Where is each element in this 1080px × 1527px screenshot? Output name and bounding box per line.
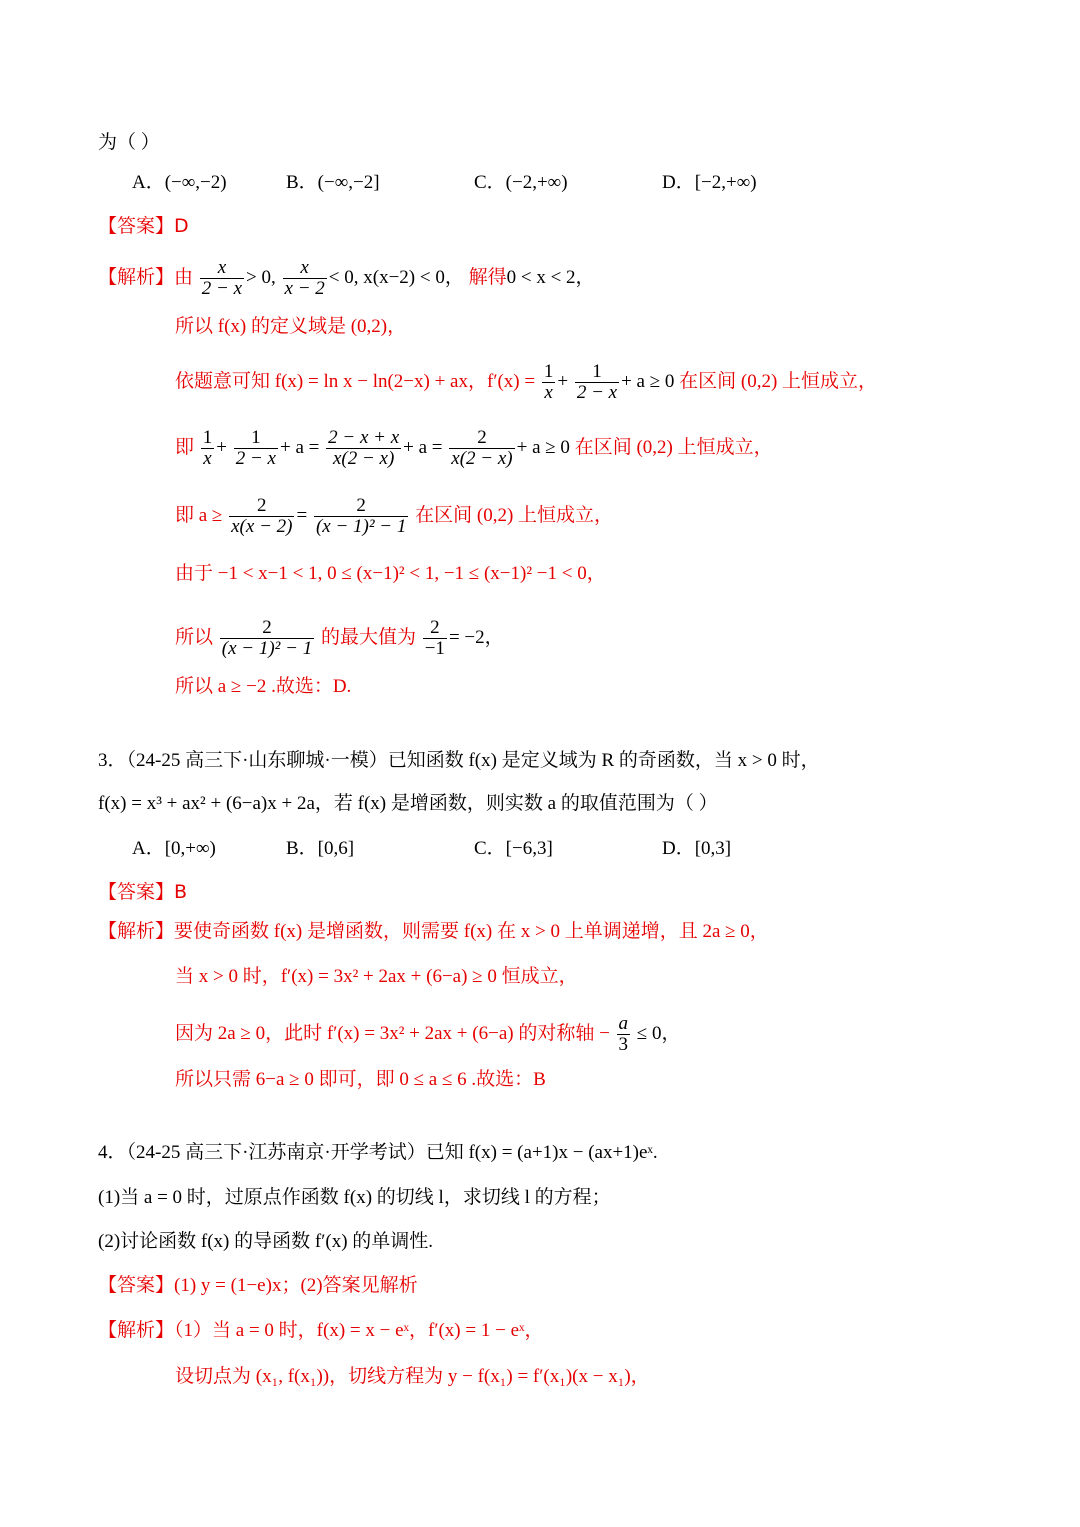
equals-sign: =	[296, 504, 308, 526]
math-text: 0 < x < 2，	[506, 266, 595, 288]
q2-analysis-line-6: 由于 −1 < x−1 < 1, 0 ≤ (x−1)² < 1, −1 ≤ (x−1)² −1 < 0，	[175, 563, 606, 584]
fraction-5	[201, 428, 215, 469]
text: （1）当 a = 0 时，f(x) = x − eˣ，f′(x) = 1 − eˣ，	[174, 1320, 544, 1341]
q2-analysis-line-4: 即 $\frac{1}{x}$ + $\frac{1}{2 - x}$ + a = $\frac{2 - x + x}{x(2 - x)}$ + a = $\frac{2}{x(2 - x)}$ + a ≥ 0 在区间 (0,2) 上恒成立，	[175, 427, 773, 469]
fraction-10	[314, 496, 408, 537]
answer-label: 【答案】	[98, 216, 175, 237]
fraction-6	[234, 428, 278, 469]
analysis-label: 【解析】	[98, 921, 175, 942]
fraction-8	[449, 428, 514, 469]
q2-option-c: C．(−2,+∞)	[474, 172, 568, 193]
q2-analysis-line-2: 所以 f(x) 的定义域是 (0,2)，	[175, 316, 407, 337]
fraction-numerator: 2 − x + x	[328, 427, 400, 448]
text: 依题意可知 f(x) = ln x − ln(2−x) + ax，f′(x) =	[175, 370, 536, 392]
q3-stem-line-2: f(x) = x³ + ax² + (6−a)x + 2a，若 f(x) 是增函数，则实数 a 的取值范围为（ ）	[98, 793, 718, 814]
q2-analysis-line-1	[98, 258, 595, 299]
math-text: < 0, x(x−2) < 0，	[328, 266, 464, 288]
text: 要使奇函数 f(x) 是增函数，则需要 f(x) 在 x > 0 上单调递增，且 2a ≥ 0，	[174, 921, 769, 942]
q3-analysis-line-1	[98, 919, 769, 945]
fraction-numerator: 1	[543, 361, 554, 382]
fraction-denominator: −1	[424, 638, 445, 659]
q3-analysis-line-2: 当 x > 0 时，f′(x) = 3x² + 2ax + (6−a) ≥ 0 恒成立，	[175, 966, 578, 987]
fraction-numerator: x	[200, 258, 244, 279]
q2-analysis-line-3: 依题意可知 f(x) = ln x − ln(2−x) + ax，f′(x) = $\frac{1}{x}$ + $\frac{1}{2 - x}$ + a ≥ 0 在区间 (0,2) 上恒成立，	[175, 361, 878, 403]
text: 的最大值为	[320, 626, 416, 648]
q3-option-d: D．[0,3]	[662, 838, 732, 859]
q3-option-a: A．[0,+∞)	[132, 838, 216, 859]
fraction-denominator: x(x − 2)	[231, 516, 293, 537]
fraction-denominator: 2 − x	[235, 448, 276, 469]
q4-answer	[98, 1273, 418, 1299]
q2-option-a: A．(−∞,−2)	[132, 172, 227, 193]
math-text: + a ≥ 0	[516, 436, 570, 458]
q2-analysis-line-7	[175, 618, 504, 659]
answer-value: B	[174, 881, 188, 903]
q4-stem: 4．（24-25 高三下·江苏南京·开学考试）已知 f(x) = (a+1)x − (ax+1)eˣ.	[98, 1142, 658, 1163]
text-jiede: 解得	[468, 266, 507, 288]
text: 所以	[175, 626, 214, 648]
fraction-numerator: 2	[229, 496, 294, 517]
q4-analysis-line-2: 设切点为 (x₁, f(x₁))，切线方程为 y − f(x₁) = f′(x₁)(x − x₁)，	[175, 1366, 650, 1387]
text: 因为 2a ≥ 0，此时 f′(x) = 3x² + 2ax + (6−a) 的对称轴 −	[175, 1022, 610, 1044]
q2-analysis-line-8: 所以 a ≥ −2 .故选：D.	[175, 676, 352, 697]
q3-analysis-line-3	[175, 1014, 680, 1055]
analysis-label: 【解析】	[98, 1320, 175, 1341]
fraction-numerator: 2	[314, 496, 408, 517]
fraction-numerator: 1	[202, 427, 213, 448]
fraction-1	[200, 258, 244, 299]
q3-option-c: C．[−6,3]	[474, 838, 553, 859]
fraction-numerator: 1	[575, 362, 619, 383]
text: 在区间 (0,2) 上恒成立，	[679, 370, 878, 392]
q3-option-b: B．[0,6]	[286, 838, 355, 859]
text-you: 由	[174, 266, 194, 288]
fraction-11	[220, 618, 314, 659]
fraction-12	[423, 618, 447, 659]
fraction-denominator: (x − 1)² − 1	[315, 516, 407, 537]
math-text: + a =	[403, 436, 443, 458]
q2-option-b: B．(−∞,−2]	[286, 172, 380, 193]
q4-part-2: (2)讨论函数 f(x) 的导函数 f′(x) 的单调性.	[98, 1231, 434, 1252]
fraction-4	[575, 362, 619, 403]
q4-part-1: (1)当 a = 0 时，过原点作函数 f(x) 的切线 l，求切线 l 的方程；	[98, 1187, 611, 1208]
q3-answer	[98, 879, 187, 906]
fraction-2	[283, 258, 327, 299]
analysis-label: 【解析】	[98, 266, 175, 288]
q2-analysis-line-5	[175, 496, 613, 537]
fraction-denominator: x	[544, 382, 553, 403]
fraction-denominator: x	[203, 448, 212, 469]
math-text: = −2，	[448, 626, 504, 648]
answer-label: 【答案】	[98, 1275, 175, 1296]
q3-stem-line-1: 3．（24-25 高三下·山东聊城·一模）已知函数 f(x) 是定义域为 R 的奇函数，当 x > 0 时，	[98, 750, 820, 771]
fraction-numerator: 2	[423, 618, 447, 639]
math-text: ≤ 0，	[636, 1022, 681, 1044]
fraction-denominator: x − 2	[284, 278, 325, 299]
fraction-13	[617, 1014, 631, 1055]
fraction-denominator: x(2 − x)	[451, 448, 513, 469]
fraction-denominator: 3	[618, 1034, 629, 1055]
text: 即 a ≥	[175, 504, 223, 526]
q2-option-d: D．[−2,+∞)	[662, 172, 757, 193]
fraction-numerator: x	[283, 258, 327, 279]
q3-analysis-line-4: 所以只需 6−a ≥ 0 即可，即 0 ≤ a ≤ 6 .故选：B	[175, 1069, 546, 1090]
fraction-3	[542, 362, 556, 403]
math-text: + a ≥ 0	[621, 370, 675, 392]
math-text: > 0,	[246, 266, 276, 288]
fraction-denominator: (x − 1)² − 1	[221, 638, 313, 659]
fraction-denominator: x(2 − x)	[332, 448, 395, 469]
fraction-numerator: 1	[234, 428, 278, 449]
text: 即	[175, 436, 195, 458]
math-text: + a =	[280, 436, 320, 458]
text: 在区间 (0,2) 上恒成立，	[574, 436, 773, 458]
fraction-7	[326, 428, 401, 469]
answer-label: 【答案】	[98, 882, 175, 903]
fraction-numerator: 2	[220, 618, 314, 639]
fraction-denominator: 2 − x	[201, 278, 243, 299]
answer-value: (1) y = (1−e)x；(2)答案见解析	[174, 1275, 418, 1296]
answer-value: D	[174, 215, 189, 237]
text: 在区间 (0,2) 上恒成立，	[415, 504, 614, 526]
fraction-numerator: a	[618, 1013, 629, 1034]
fraction-9	[229, 496, 294, 537]
fraction-denominator: 2 − x	[576, 382, 618, 403]
q4-analysis-line-1	[98, 1318, 544, 1344]
q2-answer	[98, 213, 189, 240]
fraction-numerator: 2	[449, 428, 514, 449]
q2-stem-tail: 为（ ）	[98, 132, 160, 153]
